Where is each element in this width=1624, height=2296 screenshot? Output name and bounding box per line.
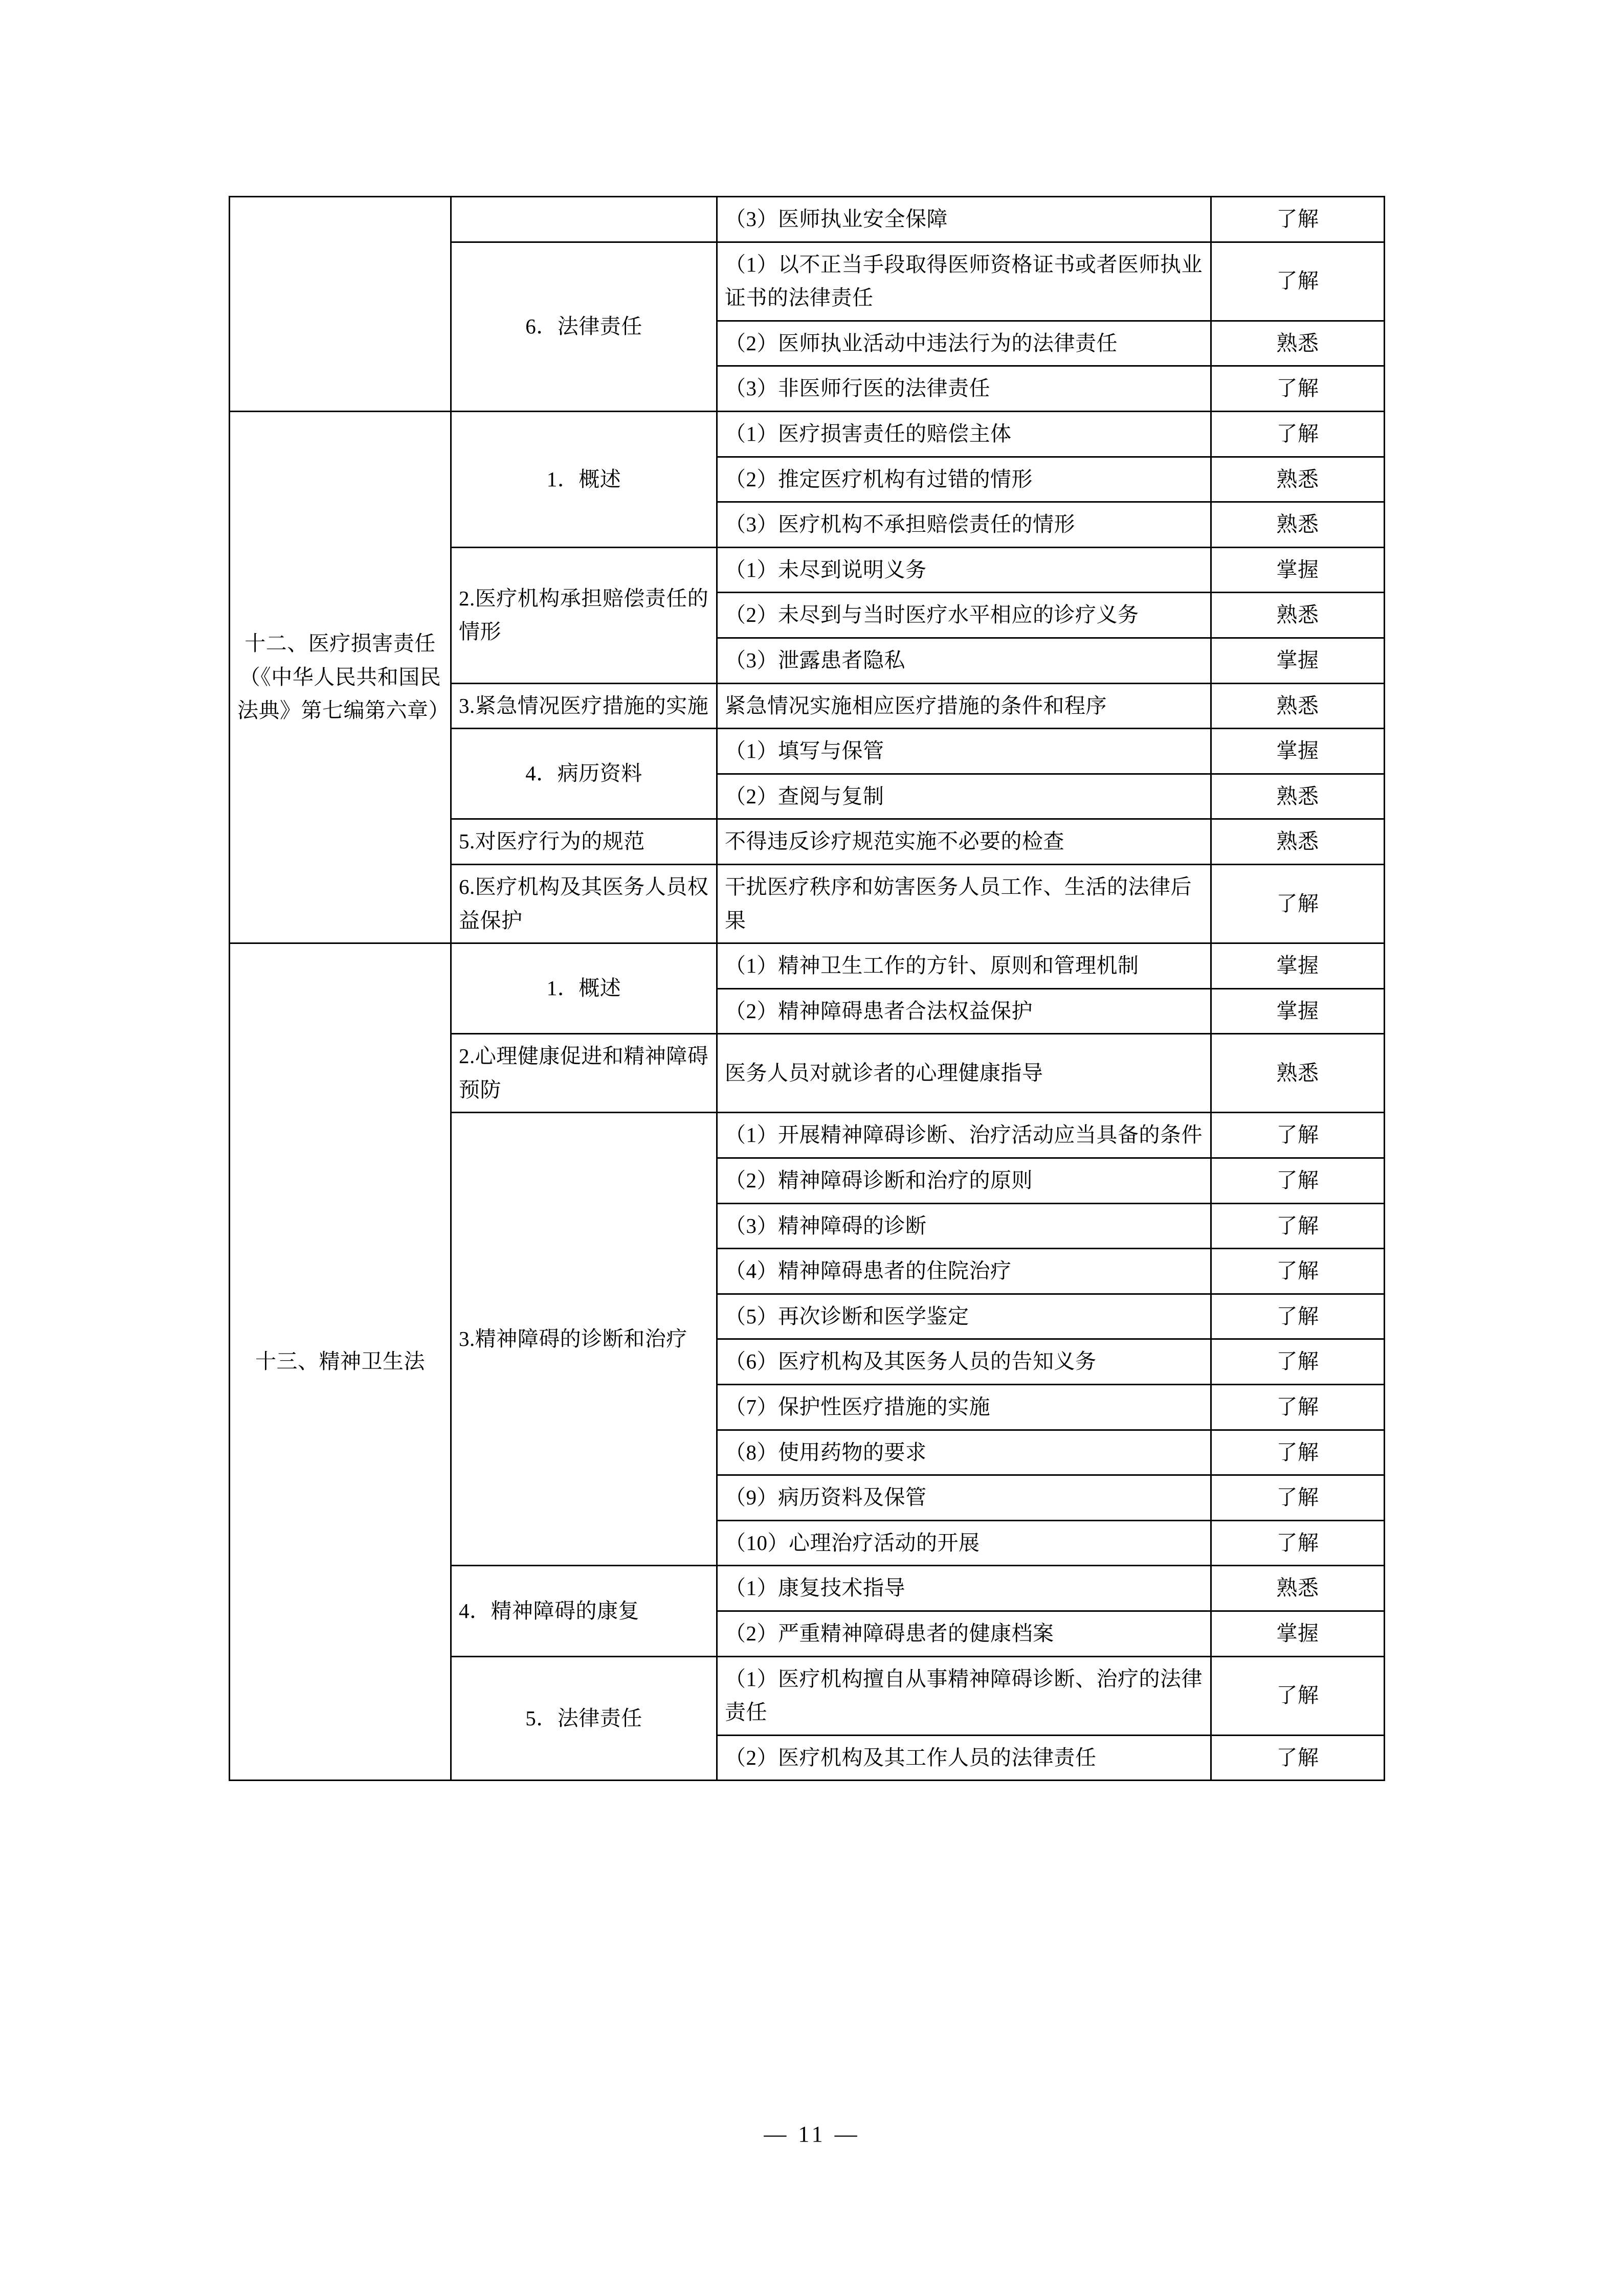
requirement-level-cell: 熟悉	[1211, 1566, 1385, 1611]
requirement-level-cell: 了解	[1211, 411, 1385, 457]
requirement-level-cell: 了解	[1211, 242, 1385, 321]
item-cell: （2）未尽到与当时医疗水平相应的诊疗义务	[717, 593, 1211, 638]
item-cell: （4）精神障碍患者的住院治疗	[717, 1249, 1211, 1294]
category-cell: 十二、医疗损害责任（《中华人民共和国民法典》第七编第六章）	[230, 411, 451, 943]
item-cell: （3）非医师行医的法律责任	[717, 366, 1211, 412]
requirement-level-cell: 了解	[1211, 864, 1385, 943]
category-cell: 十三、精神卫生法	[230, 943, 451, 1781]
requirement-level-cell: 熟悉	[1211, 683, 1385, 729]
requirement-level-cell: 熟悉	[1211, 502, 1385, 548]
item-cell: （10）心理治疗活动的开展	[717, 1520, 1211, 1566]
requirement-level-cell: 了解	[1211, 1203, 1385, 1249]
requirement-level-cell: 了解	[1211, 1385, 1385, 1430]
subsection-cell: 6．法律责任	[451, 242, 717, 411]
subsection-cell: 2.心理健康促进和精神障碍预防	[451, 1034, 717, 1113]
requirement-level-cell: 了解	[1211, 197, 1385, 242]
requirement-level-cell: 熟悉	[1211, 593, 1385, 638]
category-cell	[230, 197, 451, 412]
requirement-level-cell: 熟悉	[1211, 457, 1385, 502]
subsection-cell: 3.精神障碍的诊断和治疗	[451, 1113, 717, 1566]
item-cell: （2）精神障碍诊断和治疗的原则	[717, 1158, 1211, 1204]
requirement-level-cell: 了解	[1211, 1294, 1385, 1339]
item-cell: （3）医疗机构不承担赔偿责任的情形	[717, 502, 1211, 548]
item-cell: （3）医师执业安全保障	[717, 197, 1211, 242]
subsection-cell: 5．法律责任	[451, 1656, 717, 1781]
requirement-level-cell: 掌握	[1211, 988, 1385, 1034]
item-cell: （1）医疗损害责任的赔偿主体	[717, 411, 1211, 457]
requirement-level-cell: 掌握	[1211, 943, 1385, 989]
requirement-level-cell: 了解	[1211, 1656, 1385, 1735]
table-body	[230, 197, 1385, 1781]
page-number-footer: — 11 —	[764, 2122, 860, 2147]
table-row	[230, 197, 1385, 242]
table-row	[230, 411, 1385, 457]
subsection-cell: 1．概述	[451, 943, 717, 1034]
subsection-cell: 1．概述	[451, 411, 717, 547]
requirement-level-cell: 了解	[1211, 1430, 1385, 1475]
requirement-level-cell: 了解	[1211, 1339, 1385, 1385]
item-cell: （8）使用药物的要求	[717, 1430, 1211, 1475]
item-cell: （2）医师执业活动中违法行为的法律责任	[717, 321, 1211, 366]
requirement-level-cell: 熟悉	[1211, 1034, 1385, 1113]
subsection-cell: 5.对医疗行为的规范	[451, 819, 717, 865]
requirement-level-cell: 了解	[1211, 1249, 1385, 1294]
requirement-level-cell: 了解	[1211, 1158, 1385, 1204]
item-cell: （1）医疗机构擅自从事精神障碍诊断、治疗的法律责任	[717, 1656, 1211, 1735]
item-cell: （2）严重精神障碍患者的健康档案	[717, 1611, 1211, 1657]
item-cell: （1）以不正当手段取得医师资格证书或者医师执业证书的法律责任	[717, 242, 1211, 321]
item-cell: （2）查阅与复制	[717, 774, 1211, 819]
requirement-level-cell: 了解	[1211, 1520, 1385, 1566]
item-cell: （9）病历资料及保管	[717, 1475, 1211, 1521]
subsection-cell: 4．病历资料	[451, 729, 717, 819]
requirement-level-cell: 掌握	[1211, 729, 1385, 774]
item-cell: 医务人员对就诊者的心理健康指导	[717, 1034, 1211, 1113]
subsection-cell: 4．精神障碍的康复	[451, 1566, 717, 1656]
item-cell: （1）开展精神障碍诊断、治疗活动应当具备的条件	[717, 1113, 1211, 1158]
subsection-cell: 3.紧急情况医疗措施的实施	[451, 683, 717, 729]
requirement-level-cell: 熟悉	[1211, 321, 1385, 366]
item-cell: （1）康复技术指导	[717, 1566, 1211, 1611]
item-cell: （6）医疗机构及其医务人员的告知义务	[717, 1339, 1211, 1385]
item-cell: （1）未尽到说明义务	[717, 547, 1211, 593]
item-cell: （5）再次诊断和医学鉴定	[717, 1294, 1211, 1339]
requirement-level-cell: 掌握	[1211, 638, 1385, 683]
table-row	[230, 943, 1385, 989]
requirement-level-cell: 了解	[1211, 1735, 1385, 1781]
item-cell: （1）精神卫生工作的方针、原则和管理机制	[717, 943, 1211, 989]
subsection-cell: 2.医疗机构承担赔偿责任的情形	[451, 547, 717, 683]
requirement-level-cell: 了解	[1211, 1113, 1385, 1158]
syllabus-table	[229, 196, 1385, 1781]
item-cell: 紧急情况实施相应医疗措施的条件和程序	[717, 683, 1211, 729]
requirement-level-cell: 掌握	[1211, 1611, 1385, 1657]
item-cell: 干扰医疗秩序和妨害医务人员工作、生活的法律后果	[717, 864, 1211, 943]
item-cell: （7）保护性医疗措施的实施	[717, 1385, 1211, 1430]
requirement-level-cell: 了解	[1211, 366, 1385, 412]
item-cell: 不得违反诊疗规范实施不必要的检查	[717, 819, 1211, 865]
requirement-level-cell: 了解	[1211, 1475, 1385, 1521]
requirement-level-cell: 熟悉	[1211, 819, 1385, 865]
requirement-level-cell: 熟悉	[1211, 774, 1385, 819]
requirement-level-cell: 掌握	[1211, 547, 1385, 593]
item-cell: （3）泄露患者隐私	[717, 638, 1211, 683]
item-cell: （3）精神障碍的诊断	[717, 1203, 1211, 1249]
subsection-cell	[451, 197, 717, 242]
item-cell: （2）精神障碍患者合法权益保护	[717, 988, 1211, 1034]
subsection-cell: 6.医疗机构及其医务人员权益保护	[451, 864, 717, 943]
item-cell: （2）医疗机构及其工作人员的法律责任	[717, 1735, 1211, 1781]
item-cell: （1）填写与保管	[717, 729, 1211, 774]
item-cell: （2）推定医疗机构有过错的情形	[717, 457, 1211, 502]
